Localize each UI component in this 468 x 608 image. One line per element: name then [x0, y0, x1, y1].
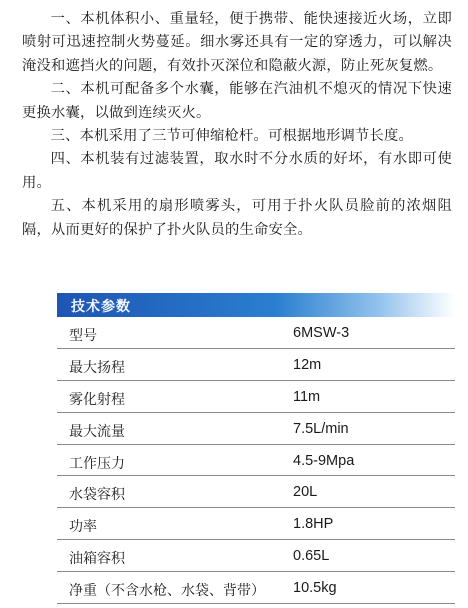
spec-section-title: 技术参数: [71, 299, 131, 315]
spec-table: [57, 317, 455, 604]
intro-text: [22, 8, 452, 242]
spec-value: 0.65L: [293, 548, 330, 565]
spec-row-max-head: [57, 349, 455, 381]
spec-value: 4.5-9Mpa: [293, 452, 355, 469]
spec-label: 最大扬程: [69, 359, 125, 376]
spec-value: 10.5kg: [293, 580, 337, 597]
spec-value: 12m: [293, 356, 322, 373]
spec-label: 工作压力: [69, 455, 125, 472]
spec-row-water-bag-capacity: [57, 476, 455, 508]
spec-row-working-pressure: [57, 445, 455, 477]
spec-value: 7.5L/min: [293, 420, 349, 437]
spec-label: 雾化射程: [69, 391, 125, 408]
intro-paragraph-1: 一、本机体积小、重量轻，便于携带、能快速接近火场，立即喷射可迅速控制火势蔓延。细水雾还具有一定的穿透力，可以解决淹没和遮挡火的问题，有效扑灭深位和隐蔽火源，防止死灰复燃。: [22, 11, 452, 74]
spec-section-header: [57, 293, 455, 317]
spec-row-max-flow: [57, 413, 455, 445]
spec-label: 最大流量: [69, 423, 125, 440]
intro-paragraph-5: 五、本机采用的扇形喷雾头，可用于扑火队员脸前的浓烟阻隔，从而更好的保护了扑火队员的生命安全。: [22, 198, 452, 238]
intro-paragraph-3: 三、本机采用了三节可伸缩枪杆。可根据地形调节长度。: [50, 128, 414, 145]
spec-row-model: [57, 317, 455, 349]
spec-row-spray-range: [57, 381, 455, 413]
spec-label: 功率: [69, 519, 97, 536]
spec-value: 20L: [293, 484, 318, 501]
spec-label: 净重（不含水枪、水袋、背带）: [69, 583, 265, 600]
spec-label: 水袋容积: [69, 487, 125, 504]
spec-label: 油箱容积: [69, 551, 125, 568]
spec-value: 6MSW-3: [293, 325, 350, 341]
intro-paragraph-4: 四、本机装有过滤装置，取水时不分水质的好坏，有水即可使用。: [22, 151, 452, 191]
intro-paragraph-2: 二、本机可配备多个水囊，能够在汽油机不熄灭的情况下快速更换水囊，以做到连续灭火。: [22, 81, 452, 121]
spec-label: 型号: [69, 328, 97, 344]
spec-row-net-weight: [57, 572, 455, 604]
spec-row-fuel-tank-capacity: [57, 540, 455, 572]
spec-row-power: [57, 508, 455, 540]
spec-value: 1.8HP: [293, 516, 334, 533]
spec-value: 11m: [293, 388, 321, 405]
